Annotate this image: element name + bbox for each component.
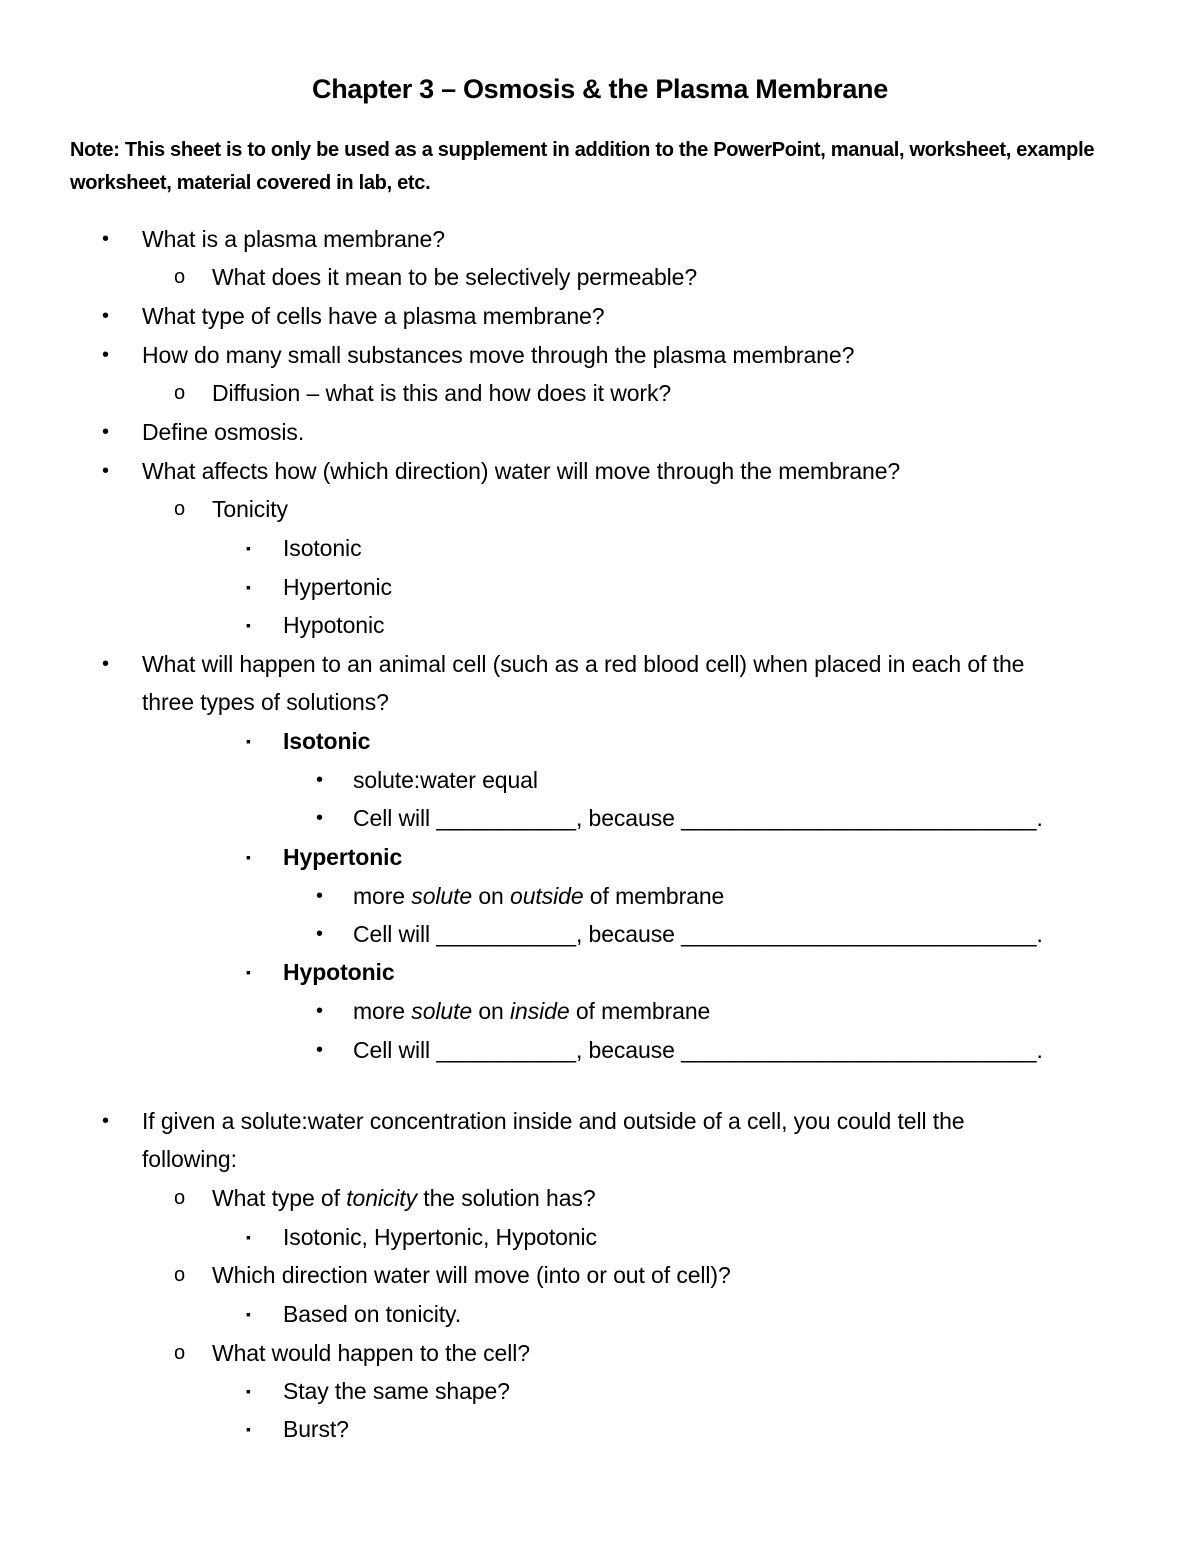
- bullet-marker: •: [316, 769, 324, 791]
- bullet-marker: •: [316, 923, 324, 945]
- question-tonicity-type: [212, 1179, 596, 1217]
- bullet-marker: •: [102, 344, 110, 366]
- isotonic-fill-in: Cell will ___________, because ____________________________.: [353, 805, 1043, 831]
- question-water-direction: What affects how (which direction) water will move through the membrane?: [142, 458, 901, 484]
- question-small-substances: How do many small substances move through the plasma membrane?: [142, 342, 855, 368]
- question-diffusion: Diffusion – what is this and how does it work?: [212, 380, 672, 406]
- text-run: What type of: [212, 1185, 347, 1211]
- text-run: more: [353, 883, 412, 909]
- sub-bullet-marker: o: [174, 1264, 186, 1286]
- hypertonic-detail: [353, 877, 724, 915]
- square-bullet-marker: ▪: [246, 1229, 251, 1245]
- sub-bullet-marker: o: [174, 266, 186, 288]
- bullet-marker: •: [102, 1110, 110, 1132]
- text-run: more: [353, 998, 412, 1024]
- square-bullet-marker: ▪: [246, 1421, 251, 1437]
- text-run: of membrane: [583, 883, 725, 909]
- sub-bullet-marker: o: [174, 498, 186, 520]
- question-concentration-line2: following:: [142, 1146, 237, 1172]
- isotonic-detail: solute:water equal: [353, 767, 538, 793]
- text-run: the solution has?: [417, 1185, 596, 1211]
- answer-based-on-tonicity: Based on tonicity.: [283, 1301, 462, 1327]
- square-bullet-marker: ▪: [246, 617, 251, 633]
- question-animal-cell-line2: three types of solutions?: [142, 689, 389, 715]
- square-bullet-marker: ▪: [246, 849, 251, 865]
- square-bullet-marker: ▪: [246, 540, 251, 556]
- item-hypotonic: Hypotonic: [283, 612, 385, 638]
- question-animal-cell-line1: What will happen to an animal cell (such as a red blood cell) when placed in each of the: [142, 651, 1025, 677]
- sub-bullet-marker: o: [174, 1342, 186, 1364]
- heading-hypertonic: Hypertonic: [283, 844, 403, 870]
- emphasis-solute: solute: [411, 883, 473, 909]
- page-title: Chapter 3 – Osmosis & the Plasma Membrane: [312, 74, 888, 104]
- sub-bullet-marker: o: [174, 1187, 186, 1209]
- question-cell-types: What type of cells have a plasma membrane?: [142, 303, 605, 329]
- question-concentration-line1: If given a solute:water concentration inside and outside of a cell, you could tell the: [142, 1108, 965, 1134]
- bullet-marker: •: [102, 305, 110, 327]
- answer-tonicity-types: Isotonic, Hypertonic, Hypotonic: [283, 1224, 597, 1250]
- answer-same-shape: Stay the same shape?: [283, 1378, 510, 1404]
- question-selectively-permeable: What does it mean to be selectively permeable?: [212, 264, 698, 290]
- bullet-marker: •: [102, 228, 110, 250]
- bullet-marker: •: [316, 885, 324, 907]
- square-bullet-marker: ▪: [246, 964, 251, 980]
- item-hypertonic: Hypertonic: [283, 574, 392, 600]
- heading-isotonic: Isotonic: [283, 728, 371, 754]
- square-bullet-marker: ▪: [246, 579, 251, 595]
- emphasis-solute: solute: [411, 998, 473, 1024]
- text-run: on: [472, 998, 511, 1024]
- bullet-marker: •: [316, 1000, 324, 1022]
- hypotonic-detail: [353, 992, 710, 1030]
- emphasis-outside: outside: [510, 883, 584, 909]
- hypotonic-fill-in: Cell will ___________, because ____________________________.: [353, 1037, 1043, 1063]
- bullet-marker: •: [316, 1039, 324, 1061]
- bullet-marker: •: [102, 421, 110, 443]
- note-paragraph: Note: This sheet is to only be used as a supplement in addition to the PowerPoint, manual, worksheet, example worksheet, material covered in lab, etc.: [70, 139, 1095, 194]
- emphasis-inside: inside: [510, 998, 570, 1024]
- bullet-marker: •: [102, 653, 110, 675]
- square-bullet-marker: ▪: [246, 1306, 251, 1322]
- item-tonicity: Tonicity: [212, 496, 288, 522]
- square-bullet-marker: ▪: [246, 1383, 251, 1399]
- question-define-osmosis: Define osmosis.: [142, 419, 305, 445]
- heading-hypotonic: Hypotonic: [283, 959, 395, 985]
- question-water-move: Which direction water will move (into or out of cell)?: [212, 1262, 731, 1288]
- text-run: of membrane: [569, 998, 711, 1024]
- text-run: on: [472, 883, 511, 909]
- hypertonic-fill-in: Cell will ___________, because ____________________________.: [353, 921, 1043, 947]
- item-isotonic: Isotonic: [283, 535, 362, 561]
- question-plasma-membrane: What is a plasma membrane?: [142, 226, 445, 252]
- answer-burst: Burst?: [283, 1416, 349, 1442]
- bullet-marker: •: [316, 807, 324, 829]
- sub-bullet-marker: o: [174, 382, 186, 404]
- square-bullet-marker: ▪: [246, 733, 251, 749]
- question-cell-outcome: What would happen to the cell?: [212, 1340, 530, 1366]
- bullet-marker: •: [102, 460, 110, 482]
- emphasis-tonicity: tonicity: [346, 1185, 418, 1211]
